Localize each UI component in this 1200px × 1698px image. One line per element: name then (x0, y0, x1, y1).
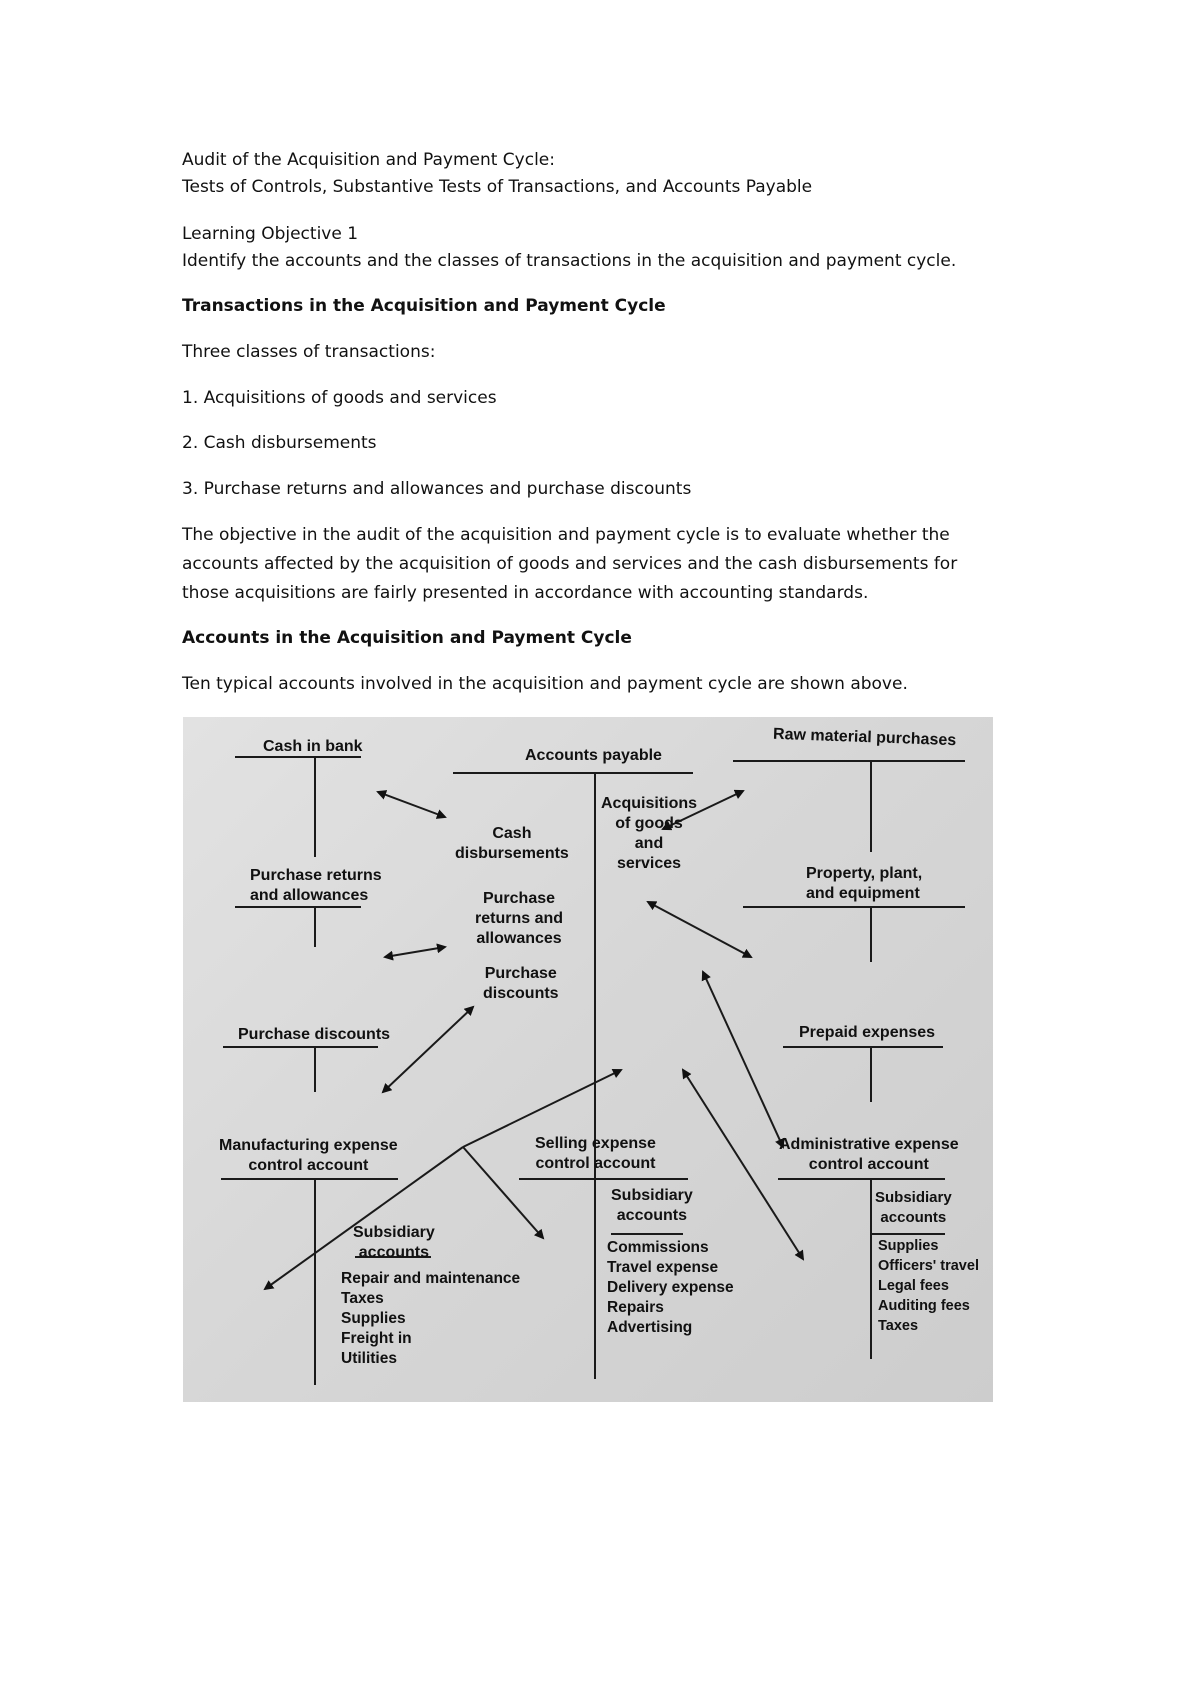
class-item-1: 1. Acquisitions of goods and services (182, 388, 497, 408)
list-item: Supplies (341, 1310, 406, 1327)
manufacturing-subsidiary-list (341, 1269, 520, 1369)
diagram-lines (183, 717, 993, 1402)
doc-title-line2: Tests of Controls, Substantive Tests of Transactions, and Accounts Payable (182, 177, 813, 197)
classes-intro: Three classes of transactions: (182, 342, 436, 362)
list-item: Utilities (341, 1350, 397, 1367)
list-item: Repair and maintenance (341, 1270, 521, 1287)
accounts-diagram (183, 717, 993, 1402)
objective-line-3: those acquisitions are fairly presented in accordance with accounting standards. (182, 583, 869, 603)
administrative-subsidiary-list (878, 1236, 979, 1336)
class-item-2: 2. Cash disbursements (182, 433, 377, 453)
list-item: Supplies (878, 1238, 939, 1254)
cash-disbursements-transaction: Cash disbursements (455, 825, 569, 862)
objective-line-2: accounts affected by the acquisition of goods and services and the cash disbursements for (182, 554, 958, 574)
learning-objective-heading: Learning Objective 1 (182, 224, 359, 244)
manufacturing-expense-account: Manufacturing expense control account (219, 1137, 398, 1174)
list-item: Taxes (341, 1290, 384, 1307)
list-item: Repairs (607, 1299, 664, 1316)
list-item: Officers' travel (878, 1258, 979, 1274)
purchase-returns-transaction: Purchase returns and allowances (475, 890, 564, 947)
list-item: Freight in (341, 1330, 412, 1347)
selling-subsidiary-list (607, 1238, 734, 1338)
purchase-discounts-account: Purchase discounts (238, 1026, 391, 1043)
accounts-heading: Accounts in the Acquisition and Payment Cycle (182, 628, 632, 648)
prepaid-expenses-account: Prepaid expenses (799, 1024, 936, 1041)
list-item: Advertising (607, 1319, 693, 1336)
selling-expense-account: Selling expense control account (535, 1135, 656, 1172)
doc-title-line1: Audit of the Acquisition and Payment Cycle: (182, 150, 555, 170)
administrative-expense-account: Administrative expense control account (779, 1136, 959, 1173)
objective-line-1: The objective in the audit of the acquisition and payment cycle is to evaluate whether the (182, 525, 950, 545)
property-plant-account: Property, plant, and equipment (806, 865, 923, 902)
cash-in-bank-account: Cash in bank (263, 738, 363, 755)
accounts-payable-account: Accounts payable (525, 747, 662, 764)
purchase-discounts-transaction: Purchase discounts (483, 965, 559, 1002)
list-item: Commissions (607, 1239, 709, 1256)
list-item: Delivery expense (607, 1279, 734, 1296)
class-item-3: 3. Purchase returns and allowances and purchase discounts (182, 479, 692, 499)
list-item: Auditing fees (878, 1298, 970, 1314)
list-item: Legal fees (878, 1278, 949, 1294)
raw-material-purchases-account: Raw material purchases (772, 725, 957, 750)
accounts-text: Ten typical accounts involved in the acquisition and payment cycle are shown above. (182, 674, 908, 694)
list-item: Taxes (878, 1318, 919, 1334)
administrative-subsidiary-heading: Subsidiary accounts (875, 1189, 952, 1226)
learning-objective-text: Identify the accounts and the classes of transactions in the acquisition and payment cycle. (182, 251, 957, 271)
manufacturing-subsidiary-heading: Subsidiary accounts (353, 1224, 435, 1261)
selling-subsidiary-heading: Subsidiary accounts (611, 1187, 693, 1224)
purchase-returns-account: Purchase returns and allowances (250, 867, 382, 904)
list-item: Travel expense (607, 1259, 719, 1276)
transactions-heading: Transactions in the Acquisition and Payment Cycle (182, 296, 666, 316)
acquisitions-transaction: Acquisitions of goods and services (601, 795, 698, 872)
